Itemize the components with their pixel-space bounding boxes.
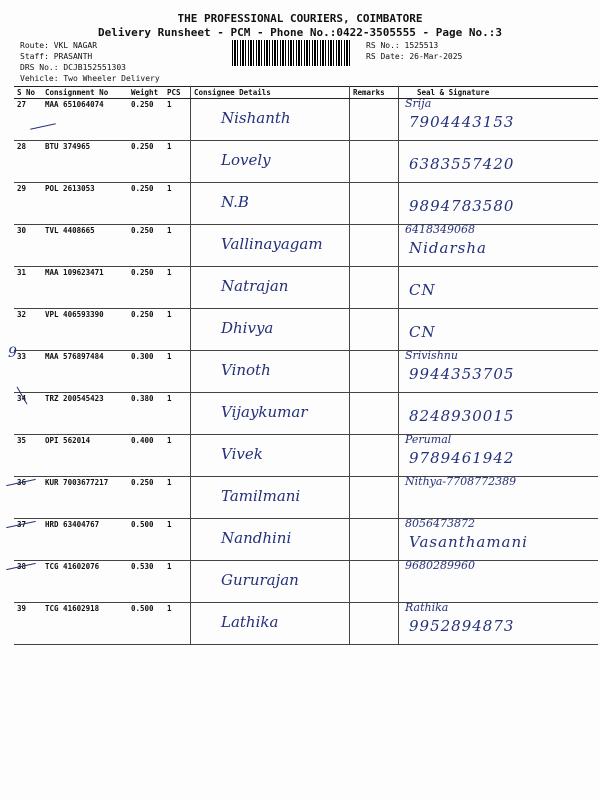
consignee-handwritten-name: Natrajan xyxy=(221,277,289,295)
table-row xyxy=(14,225,598,267)
signature-text: Srija xyxy=(405,97,432,110)
remarks xyxy=(350,603,399,645)
consignment-number: KUR 7003677217 xyxy=(42,477,128,519)
table-row xyxy=(14,267,598,309)
signature-phone: 9944353705 xyxy=(409,365,515,383)
consignee-details xyxy=(191,519,350,561)
signature-text: 9680289960 xyxy=(405,559,475,572)
consignment-number: TCG 41602076 xyxy=(42,561,128,603)
weight: 0.380 xyxy=(128,393,164,435)
seal-signature xyxy=(399,309,599,351)
serial-number: 29 xyxy=(14,183,42,225)
remarks xyxy=(350,99,399,141)
signature-phone: 9789461942 xyxy=(409,449,515,467)
signature-text: Rathika xyxy=(405,601,449,614)
seal-signature xyxy=(399,519,599,561)
remarks xyxy=(350,141,399,183)
col-consignee: Consignee Details xyxy=(191,87,350,99)
consignee-handwritten-name: Vinoth xyxy=(221,361,271,379)
rs-number: RS No.: 1525513 xyxy=(366,41,439,50)
signature-phone: CN xyxy=(409,281,436,299)
col-sno: S No xyxy=(14,87,42,99)
remarks xyxy=(350,309,399,351)
consignee-details xyxy=(191,99,350,141)
consignment-number: MAA 109623471 xyxy=(42,267,128,309)
consignee-details xyxy=(191,435,350,477)
weight: 0.250 xyxy=(128,141,164,183)
serial-number: 30 xyxy=(14,225,42,267)
signature-phone: 6383557420 xyxy=(409,155,515,173)
weight: 0.250 xyxy=(128,183,164,225)
consignment-number: BTU 374965 xyxy=(42,141,128,183)
remarks xyxy=(350,351,399,393)
route-label: Route: VKL NAGAR xyxy=(20,41,98,50)
weight: 0.500 xyxy=(128,519,164,561)
remarks xyxy=(350,435,399,477)
remarks xyxy=(350,393,399,435)
consignment-number: HRD 63404767 xyxy=(42,519,128,561)
consignee-handwritten-name: Vallinayagam xyxy=(221,235,323,253)
consignee-handwritten-name: Lathika xyxy=(221,613,279,631)
pieces: 1 xyxy=(164,393,191,435)
seal-signature xyxy=(399,99,599,141)
remarks xyxy=(350,183,399,225)
consignee-details xyxy=(191,477,350,519)
table-row xyxy=(14,141,598,183)
company-title: THE PROFESSIONAL COURIERS, COIMBATORE xyxy=(177,12,423,25)
signature-text: Nithya-7708772389 xyxy=(405,475,517,488)
rs-date: RS Date: 26-Mar-2025 xyxy=(366,52,463,61)
consignee-details xyxy=(191,393,350,435)
table-row xyxy=(14,435,598,477)
pieces: 1 xyxy=(164,99,191,141)
pieces: 1 xyxy=(164,141,191,183)
pieces: 1 xyxy=(164,183,191,225)
seal-signature xyxy=(399,561,599,603)
seal-signature xyxy=(399,141,599,183)
signature-phone: 9894783580 xyxy=(409,197,515,215)
consignee-handwritten-name: Vivek xyxy=(221,445,263,463)
pieces: 1 xyxy=(164,225,191,267)
table-row xyxy=(14,561,598,603)
consignee-details xyxy=(191,603,350,645)
table-row xyxy=(14,519,598,561)
table-row xyxy=(14,183,598,225)
consignee-handwritten-name: Tamilmani xyxy=(221,487,301,505)
serial-number: 31 xyxy=(14,267,42,309)
consignee-details xyxy=(191,309,350,351)
serial-number: 37 xyxy=(14,519,42,561)
consignment-number: TRZ 200545423 xyxy=(42,393,128,435)
serial-number: 36 xyxy=(14,477,42,519)
signature-text: 8056473872 xyxy=(405,517,475,530)
seal-signature xyxy=(399,267,599,309)
col-signature: Seal & Signature xyxy=(399,87,599,99)
serial-number: 28 xyxy=(14,141,42,183)
serial-number: 34 xyxy=(14,393,42,435)
seal-signature xyxy=(399,603,599,645)
signature-text: Srivishnu xyxy=(405,349,458,362)
pieces: 1 xyxy=(164,435,191,477)
weight: 0.250 xyxy=(128,309,164,351)
table-row xyxy=(14,99,598,141)
consignee-details xyxy=(191,225,350,267)
delivery-table xyxy=(14,86,598,645)
serial-number: 38 xyxy=(14,561,42,603)
drs-label: DRS No.: DCJB152551303 xyxy=(20,63,126,72)
table-row xyxy=(14,603,598,645)
seal-signature xyxy=(399,393,599,435)
signature-phone: 7904443153 xyxy=(409,113,515,131)
weight: 0.250 xyxy=(128,99,164,141)
seal-signature xyxy=(399,351,599,393)
weight: 0.300 xyxy=(128,351,164,393)
runsheet-subtitle: Delivery Runsheet - PCM - Phone No.:0422-3505555 - Page No.:3 xyxy=(98,26,502,39)
serial-number: 27 xyxy=(14,99,42,141)
serial-number: 33 xyxy=(14,351,42,393)
table-row xyxy=(14,477,598,519)
signature-phone: Nidarsha xyxy=(409,239,487,257)
table-row xyxy=(14,393,598,435)
col-remarks: Remarks xyxy=(350,87,399,99)
table-header-row xyxy=(14,87,598,99)
consignment-number: VPL 406593390 xyxy=(42,309,128,351)
vehicle-label: Vehicle: Two Wheeler Delivery xyxy=(20,74,160,83)
col-weight: Weight xyxy=(128,87,164,99)
consignee-handwritten-name: Dhivya xyxy=(221,319,274,337)
remarks xyxy=(350,225,399,267)
consignee-details xyxy=(191,183,350,225)
pieces: 1 xyxy=(164,603,191,645)
barcode-image xyxy=(232,40,350,66)
consignment-number: TVL 4408665 xyxy=(42,225,128,267)
signature-text: Perumal xyxy=(405,433,452,446)
consignee-handwritten-name: Lovely xyxy=(221,151,271,169)
signature-phone: 9952894873 xyxy=(409,617,515,635)
pieces: 1 xyxy=(164,267,191,309)
seal-signature xyxy=(399,435,599,477)
consignment-number: OPI 562014 xyxy=(42,435,128,477)
consignee-handwritten-name: Nishanth xyxy=(221,109,291,127)
seal-signature xyxy=(399,183,599,225)
weight: 0.250 xyxy=(128,267,164,309)
pieces: 1 xyxy=(164,477,191,519)
consignment-number: POL 2613053 xyxy=(42,183,128,225)
weight: 0.250 xyxy=(128,225,164,267)
consignee-details xyxy=(191,561,350,603)
signature-phone: 8248930015 xyxy=(409,407,515,425)
pieces: 1 xyxy=(164,561,191,603)
signature-phone: Vasanthamani xyxy=(409,533,528,551)
consignment-number: MAA 651064074 xyxy=(42,99,128,141)
consignee-handwritten-name: Vijaykumar xyxy=(221,403,308,421)
remarks xyxy=(350,267,399,309)
signature-phone: CN xyxy=(409,323,436,341)
weight: 0.500 xyxy=(128,603,164,645)
seal-signature xyxy=(399,225,599,267)
table-row xyxy=(14,309,598,351)
serial-number: 39 xyxy=(14,603,42,645)
weight: 0.530 xyxy=(128,561,164,603)
consignee-handwritten-name: Nandhini xyxy=(221,529,292,547)
pen-circle-mark: 9 xyxy=(8,345,17,361)
consignee-handwritten-name: N.B xyxy=(221,193,249,211)
serial-number: 35 xyxy=(14,435,42,477)
pieces: 1 xyxy=(164,351,191,393)
col-pcs: PCS xyxy=(164,87,191,99)
weight: 0.400 xyxy=(128,435,164,477)
weight: 0.250 xyxy=(128,477,164,519)
staff-label: Staff: PRASANTH xyxy=(20,52,93,61)
consignee-details xyxy=(191,267,350,309)
consignee-handwritten-name: Gururajan xyxy=(221,571,299,589)
consignee-details xyxy=(191,351,350,393)
pieces: 1 xyxy=(164,309,191,351)
consignment-number: MAA 576897484 xyxy=(42,351,128,393)
serial-number: 32 xyxy=(14,309,42,351)
pieces: 1 xyxy=(164,519,191,561)
col-consignment: Consignment No xyxy=(42,87,128,99)
remarks xyxy=(350,477,399,519)
signature-text: 6418349068 xyxy=(405,223,475,236)
seal-signature xyxy=(399,477,599,519)
remarks xyxy=(350,561,399,603)
table-row xyxy=(14,351,598,393)
remarks xyxy=(350,519,399,561)
consignment-number: TCG 41602918 xyxy=(42,603,128,645)
consignee-details xyxy=(191,141,350,183)
